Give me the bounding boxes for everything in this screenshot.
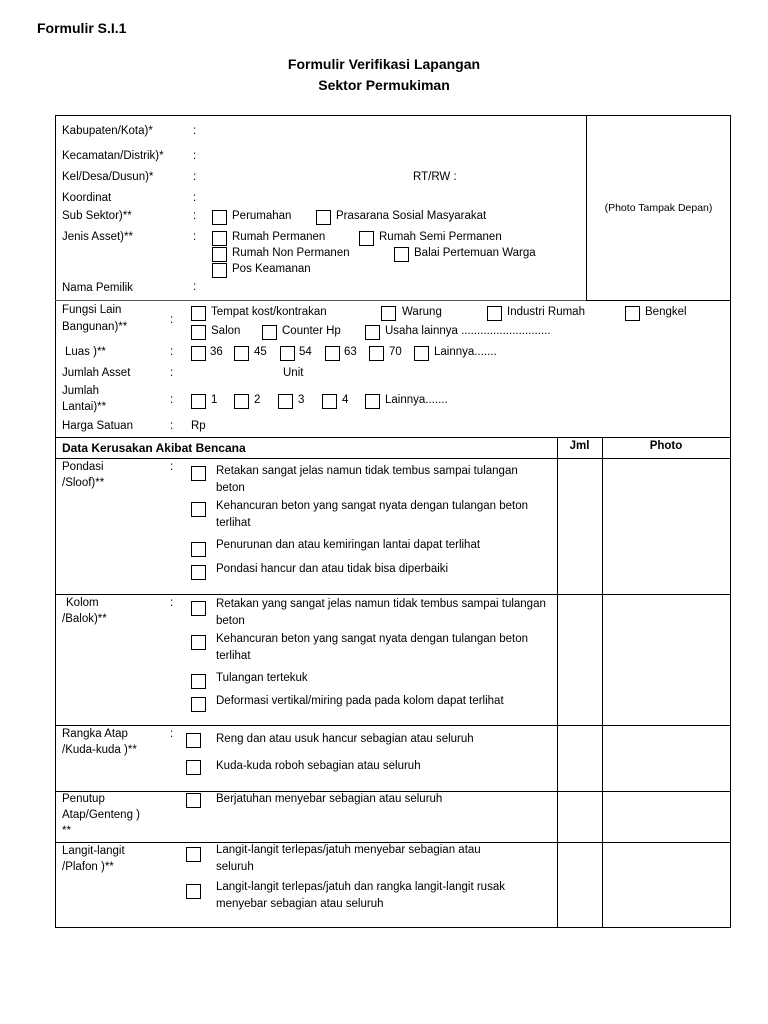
checkbox-rangka-atap-2[interactable] xyxy=(186,760,201,775)
checkbox-pos-keamanan[interactable] xyxy=(212,263,227,278)
checkbox-kolom-3[interactable] xyxy=(191,674,206,689)
option-lantai-lainnya: Lainnya....... xyxy=(385,394,448,406)
option-lantai-1: 1 xyxy=(211,394,218,406)
label-jenis-asset: Jenis Asset)** xyxy=(62,231,133,243)
label-harga-satuan: Harga Satuan xyxy=(62,420,133,432)
label-sub-sektor: Sub Sektor)** xyxy=(62,210,132,222)
item-rangka-atap-1: Reng dan atau usuk hancur sebagian atau seluruh xyxy=(216,733,474,745)
checkbox-kolom-4[interactable] xyxy=(191,697,206,712)
section-kolom-label-2: /Balok)** xyxy=(62,613,107,625)
form-subtitle: Sektor Permukiman xyxy=(318,77,450,93)
checkbox-lantai-4[interactable] xyxy=(322,394,337,409)
checkbox-lantai-1[interactable] xyxy=(191,394,206,409)
section-langit-langit-label: Langit-langit xyxy=(62,845,125,857)
option-warung: Warung xyxy=(402,306,442,318)
label-fungsi-lain-2: Bangunan)** xyxy=(62,321,128,333)
label-luas: Luas )** xyxy=(65,346,106,358)
label-kabupaten: Kabupaten/Kota)* xyxy=(62,125,153,137)
option-luas-lainnya: Lainnya....... xyxy=(434,346,497,358)
checkbox-counter-hp[interactable] xyxy=(262,325,277,340)
option-bengkel: Bengkel xyxy=(645,306,687,318)
checkbox-salon[interactable] xyxy=(191,325,206,340)
checkbox-kolom-2[interactable] xyxy=(191,635,206,650)
checkbox-rumah-permanen[interactable] xyxy=(212,231,227,246)
checkbox-rumah-semi-permanen[interactable] xyxy=(359,231,374,246)
checkbox-luas-54[interactable] xyxy=(280,346,295,361)
checkbox-luas-45[interactable] xyxy=(234,346,249,361)
checkbox-rangka-atap-1[interactable] xyxy=(186,733,201,748)
item-pondasi-1: Retakan sangat jelas namun tidak tembus sampai tulangan beton xyxy=(216,465,518,494)
section-rangka-atap-label: Rangka Atap xyxy=(62,728,128,740)
label-koordinat: Koordinat xyxy=(62,192,112,204)
option-luas-36: 36 xyxy=(210,346,223,358)
checkbox-pondasi-4[interactable] xyxy=(191,565,206,580)
item-kolom-2: Kehancuran beton yang sangat nyata dengan tulangan beton terlihat xyxy=(216,633,529,662)
col-photo: Photo xyxy=(649,440,683,452)
option-rumah-permanen: Rumah Permanen xyxy=(232,231,326,243)
checkbox-kolom-1[interactable] xyxy=(191,601,206,616)
label-jumlah-lantai-2: Lantai)** xyxy=(62,401,107,413)
item-langit-langit-2: Langit-langit terlepas/jatuh dan rangka langit-langit rusak menyebar sebagian atau seluruh xyxy=(216,881,505,910)
option-pos-keamanan: Pos Keamanan xyxy=(232,263,311,275)
checkbox-warung[interactable] xyxy=(381,306,396,321)
option-luas-63: 63 xyxy=(344,346,357,358)
label-rp: Rp xyxy=(191,420,206,432)
label-jumlah-lantai: Jumlah xyxy=(62,385,100,397)
option-prasarana: Prasarana Sosial Masyarakat xyxy=(336,210,487,222)
section-kolom-label: Kolom xyxy=(66,597,99,609)
label-kelurahan: Kel/Desa/Dusun)* xyxy=(62,171,154,183)
label-nama-pemilik: Nama Pemilik xyxy=(62,282,133,294)
option-rumah-non-permanen: Rumah Non Permanen xyxy=(232,247,350,259)
damage-heading: Data Kerusakan Akibat Bencana xyxy=(62,441,246,455)
label-kecamatan: Kecamatan/Distrik)* xyxy=(62,150,164,162)
checkbox-pondasi-1[interactable] xyxy=(191,466,206,481)
section-rangka-atap-label-2: /Kuda-kuda )** xyxy=(62,744,137,756)
checkbox-lantai-lainnya[interactable] xyxy=(365,394,380,409)
label-rt-rw: RT/RW : xyxy=(413,171,457,183)
option-lantai-3: 3 xyxy=(298,394,305,406)
option-salon: Salon xyxy=(211,325,241,337)
colon: : xyxy=(170,367,174,379)
checkbox-luas-63[interactable] xyxy=(325,346,340,361)
option-rumah-semi-permanen: Rumah Semi Permanen xyxy=(379,231,502,243)
checkbox-perumahan[interactable] xyxy=(212,210,227,225)
checkbox-lantai-3[interactable] xyxy=(278,394,293,409)
col-jml: Jml xyxy=(569,440,590,452)
item-kolom-4: Deformasi vertikal/miring pada pada kolom dapat terlihat xyxy=(216,695,504,707)
label-fungsi-lain: Fungsi Lain xyxy=(62,304,122,316)
checkbox-luas-lainnya[interactable] xyxy=(414,346,429,361)
section-penutup-atap-label-3: ** xyxy=(62,825,71,837)
section-pondasi-label-2: /Sloof)** xyxy=(62,477,105,489)
checkbox-penutup-atap-1[interactable] xyxy=(186,793,201,808)
item-rangka-atap-2: Kuda-kuda roboh sebagian atau seluruh xyxy=(216,760,421,772)
checkbox-balai-pertemuan[interactable] xyxy=(394,247,409,262)
colon: : xyxy=(170,597,174,609)
option-usaha-lainnya: Usaha lainnya ............................ xyxy=(385,325,551,337)
colon: : xyxy=(170,420,174,432)
section-pondasi-label: Pondasi xyxy=(62,461,104,473)
section-penutup-atap-label: Penutup xyxy=(62,793,105,805)
option-balai-pertemuan: Balai Pertemuan Warga xyxy=(414,247,536,259)
checkbox-luas-70[interactable] xyxy=(369,346,384,361)
checkbox-industri-rumah[interactable] xyxy=(487,306,502,321)
checkbox-prasarana[interactable] xyxy=(316,210,331,225)
form-title: Formulir Verifikasi Lapangan xyxy=(287,56,481,72)
checkbox-lantai-2[interactable] xyxy=(234,394,249,409)
colon: : xyxy=(193,231,197,243)
option-lantai-2: 2 xyxy=(254,394,261,406)
colon: : xyxy=(170,346,174,358)
checkbox-langit-langit-1[interactable] xyxy=(186,847,201,862)
colon: : xyxy=(170,394,174,406)
item-pondasi-2: Kehancuran beton yang sangat nyata dengan tulangan beton terlihat xyxy=(216,500,529,529)
colon: : xyxy=(193,281,197,293)
item-kolom-1: Retakan yang sangat jelas namun tidak tembus sampai tulangan beton xyxy=(216,598,546,627)
option-perumahan: Perumahan xyxy=(232,210,292,222)
section-langit-langit-label-2: /Plafon )** xyxy=(62,861,114,873)
form-code: Formulir S.I.1 xyxy=(37,20,127,36)
checkbox-bengkel[interactable] xyxy=(625,306,640,321)
option-luas-70: 70 xyxy=(389,346,402,358)
item-pondasi-3: Penurunan dan atau kemiringan lantai dapat terlihat xyxy=(216,539,481,551)
colon: : xyxy=(193,192,197,204)
checkbox-rumah-non-permanen[interactable] xyxy=(212,247,227,262)
colon: : xyxy=(193,210,197,222)
colon: : xyxy=(170,728,174,740)
photo-placeholder: (Photo Tampak Depan) xyxy=(604,202,713,214)
colon: : xyxy=(170,461,174,473)
item-langit-langit-1: Langit-langit terlepas/jatuh menyebar sebagian atau seluruh xyxy=(216,844,481,873)
checkbox-langit-langit-2[interactable] xyxy=(186,884,201,899)
option-counter-hp: Counter Hp xyxy=(282,325,341,337)
item-penutup-atap-1: Berjatuhan menyebar sebagian atau seluruh xyxy=(216,793,443,805)
checkbox-pondasi-3[interactable] xyxy=(191,542,206,557)
section-penutup-atap-label-2: Atap/Genteng ) xyxy=(62,809,140,821)
colon: : xyxy=(193,150,197,162)
option-industri-rumah: Industri Rumah xyxy=(507,306,585,318)
option-lantai-4: 4 xyxy=(342,394,349,406)
option-tempat-kost: Tempat kost/kontrakan xyxy=(211,306,327,318)
checkbox-usaha-lainnya[interactable] xyxy=(365,325,380,340)
label-jumlah-asset: Jumlah Asset xyxy=(62,367,131,379)
option-luas-54: 54 xyxy=(299,346,312,358)
checkbox-luas-36[interactable] xyxy=(191,346,206,361)
colon: : xyxy=(193,125,197,137)
option-luas-45: 45 xyxy=(254,346,267,358)
label-unit: Unit xyxy=(283,367,304,379)
colon: : xyxy=(170,314,174,326)
item-kolom-3: Tulangan tertekuk xyxy=(216,672,308,684)
checkbox-tempat-kost[interactable] xyxy=(191,306,206,321)
item-pondasi-4: Pondasi hancur dan atau tidak bisa diperbaiki xyxy=(216,563,449,575)
checkbox-pondasi-2[interactable] xyxy=(191,502,206,517)
colon: : xyxy=(193,171,197,183)
